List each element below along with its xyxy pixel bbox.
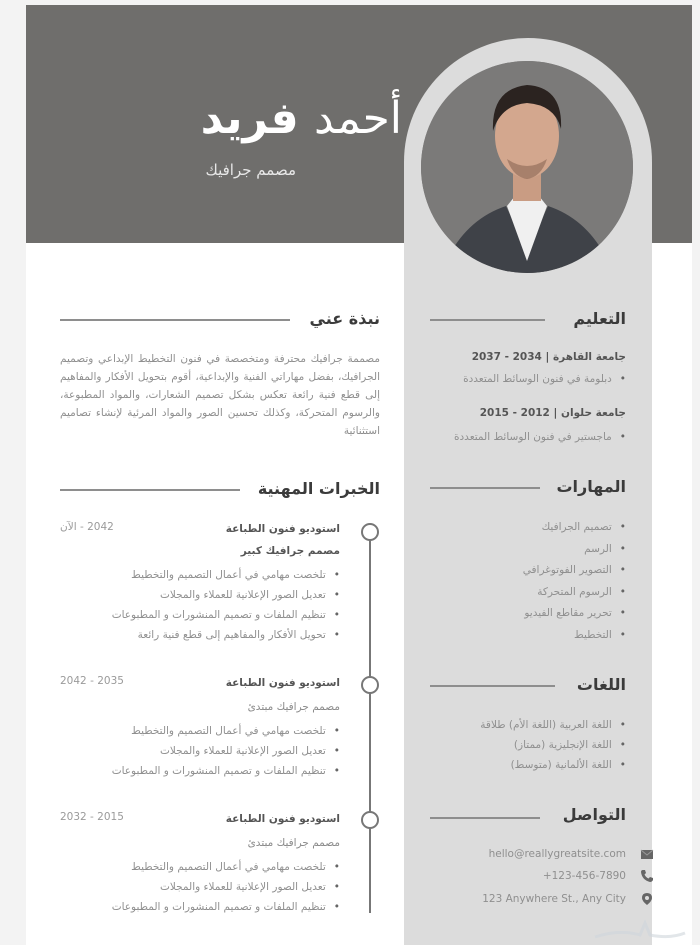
skills-divider [430, 487, 540, 489]
watermark-logo-icon [590, 915, 690, 943]
exp-role: مصمم جرافيك كبير [240, 545, 340, 557]
education-title: التعليم [573, 309, 626, 328]
about-text: مصممة جرافيك محترفة ومتخصصة في فنون التخطيط الإبداعي وتصميم الجرافيك، بفضل مهاراتي الفنية والإبداعية، أقوم بتحويل الأفكار والمفاهيم إلى قطع فنية رائعة تعكس بشكل تصميم الشعارات، والمواد المطبوعة، والرسوم المتحركة، وكذلك تحسين الصور والمواد المرئية لإنشاء تصاميم استثنائية [60, 353, 380, 437]
timeline-node [361, 523, 379, 541]
contact-address: 123 Anywhere St., Any City [482, 893, 626, 905]
exp-company: استوديو فنون الطباعة [225, 523, 340, 535]
contact-email[interactable]: hello@reallygreatsite.com [488, 848, 626, 860]
language-item: • اللغة الإنجليزية (ممتاز) [480, 735, 626, 755]
skill-item: • الرسوم المتحركة [523, 582, 626, 604]
about-title: نبذة عني [309, 309, 380, 328]
about-divider [60, 319, 290, 321]
edu-school: جامعة حلوان [561, 407, 626, 419]
contact-divider [430, 817, 540, 819]
person-portrait-icon [421, 61, 633, 273]
timeline-node [361, 676, 379, 694]
envelope-icon [640, 847, 654, 861]
exp-bullet: • تعديل الصور الإعلانية للعملاء والمجلات [112, 585, 340, 605]
exp-company: استوديو فنون الطباعة [225, 677, 340, 689]
timeline-node [361, 811, 379, 829]
exp-bullet: • تلخصت مهامي في أعمال التصميم والتخطيط [112, 857, 340, 877]
edu-dates: 2012 - 2015 [479, 407, 550, 419]
edu-row: جامعة القاهرة | 2034 - 2037 [471, 351, 626, 363]
language-item: • اللغة العربية (اللغة الأم) طلاقة [480, 715, 626, 735]
edu-school: جامعة القاهرة [552, 351, 626, 363]
exp-role: مصمم جرافيك مبتدئ [247, 837, 340, 849]
skills-title: المهارات [556, 477, 626, 496]
last-name: فريد [200, 93, 299, 144]
job-title: مصمم جرافيك [205, 161, 296, 179]
exp-bullets [112, 721, 340, 781]
skill-item: • التصوير الفوتوغرافي [523, 560, 626, 582]
exp-role: مصمم جرافيك مبتدئ [247, 701, 340, 713]
skill-item: • تحرير مقاطع الفيديو [523, 603, 626, 625]
timeline-line [369, 533, 371, 913]
exp-bullets [112, 857, 340, 917]
edu-degree: • ماجستير في فنون الوسائط المتعددة [454, 427, 626, 447]
edu-degree-list [463, 369, 626, 389]
exp-bullets [112, 565, 340, 645]
exp-bullet: • تنظيم الملفات و تصميم المنشورات و المطبوعات [112, 605, 340, 625]
profile-photo [421, 61, 633, 273]
exp-bullet: • تعديل الصور الإعلانية للعملاء والمجلات [112, 741, 340, 761]
contact-address-row [482, 892, 654, 906]
contact-email-row [489, 847, 654, 861]
edu-degree: • دبلومة في فنون الوسائط المتعددة [463, 369, 626, 389]
skills-list [523, 517, 626, 646]
skill-item: • التخطيط [523, 625, 626, 647]
exp-bullet: • تنظيم الملفات و تصميم المنشورات و المطبوعات [112, 897, 340, 917]
languages-list [480, 715, 626, 775]
exp-company: استوديو فنون الطباعة [225, 813, 340, 825]
exp-dates: 2032 - 2015 [60, 811, 124, 823]
edu-dates: 2034 - 2037 [471, 351, 542, 363]
experience-divider [60, 489, 240, 491]
first-name: أحمد [314, 93, 402, 144]
exp-bullet: • تلخصت مهامي في أعمال التصميم والتخطيط [112, 565, 340, 585]
full-name [201, 93, 402, 144]
location-pin-icon [640, 892, 654, 906]
resume-page [26, 5, 692, 945]
contact-title: التواصل [562, 805, 626, 824]
contact-phone[interactable]: +123-456-7890 [542, 870, 626, 882]
exp-dates: 2035 - 2042 [60, 675, 124, 687]
education-divider [430, 319, 545, 321]
exp-bullet: • تعديل الصور الإعلانية للعملاء والمجلات [112, 877, 340, 897]
languages-divider [430, 685, 555, 687]
exp-dates: 2042 - الآن [60, 521, 114, 533]
edu-degree-list [454, 427, 626, 447]
exp-bullet: • تنظيم الملفات و تصميم المنشورات و المطبوعات [112, 761, 340, 781]
languages-title: اللغات [576, 675, 626, 694]
skill-item: • تصميم الجرافيك [523, 517, 626, 539]
experience-title: الخبرات المهنية [257, 479, 380, 498]
phone-icon [640, 869, 654, 883]
exp-bullet: • تلخصت مهامي في أعمال التصميم والتخطيط [112, 721, 340, 741]
skill-item: • الرسم [523, 539, 626, 561]
exp-bullet: • تحويل الأفكار والمفاهيم إلى قطع فنية رائعة [112, 625, 340, 645]
contact-phone-row [543, 869, 654, 883]
language-item: • اللغة الألمانية (متوسط) [480, 755, 626, 775]
edu-row: جامعة حلوان | 2012 - 2015 [479, 407, 626, 419]
